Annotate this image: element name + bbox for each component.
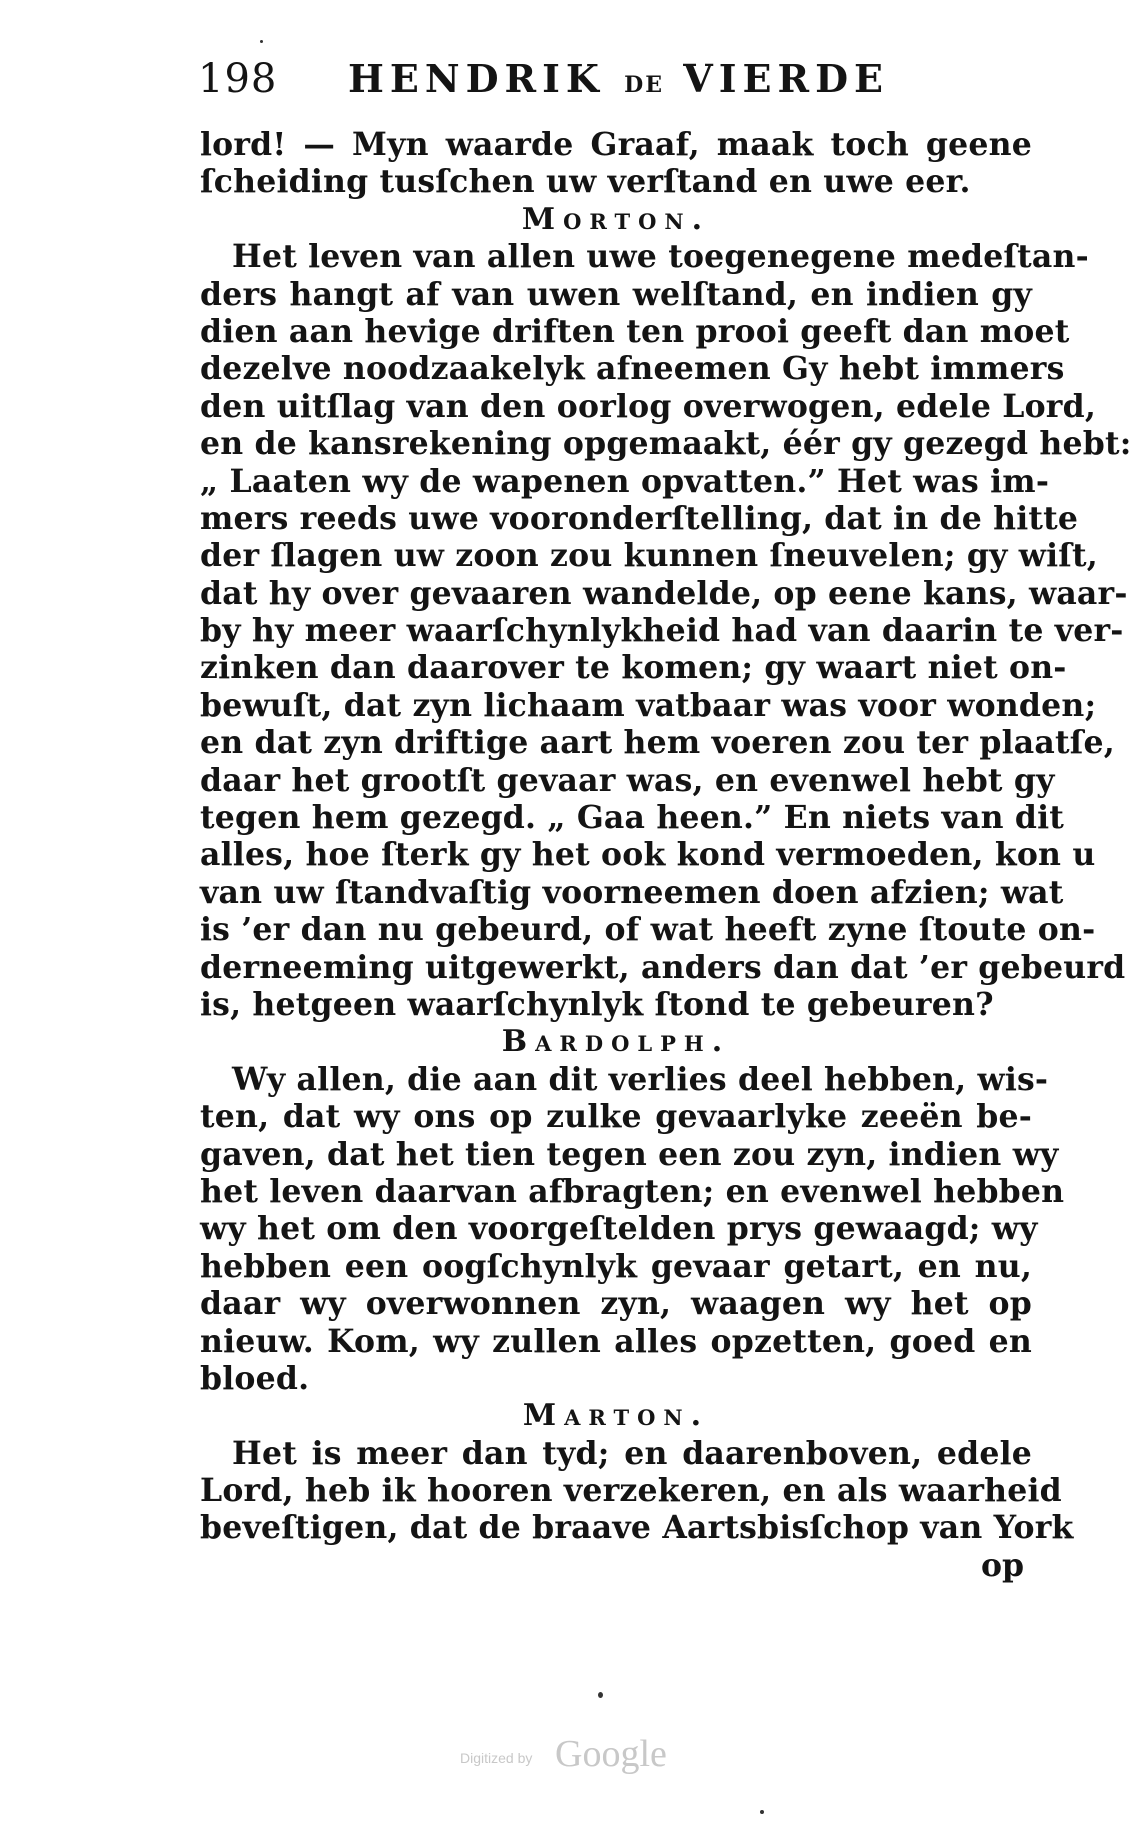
text-line: ten, dat wy ons op zulke gevaarlyke zeeën be- <box>200 1098 1032 1136</box>
text-line: wy het om den voorgeſtelden prys gewaagd; wy <box>200 1210 1038 1248</box>
scan-speck <box>260 40 263 43</box>
text-line: alles, hoe ſterk gy het ook kond vermoeden, kon u <box>200 836 1096 874</box>
text-line: daar het grootſt gevaar was, en evenwel hebt gy <box>200 761 1055 799</box>
text-line: het leven daarvan afbragten; en evenwel hebben <box>200 1172 1065 1210</box>
text-line: der ſlagen uw zoon zou kunnen ſneuvelen; gy wiſt, <box>200 537 1098 575</box>
text-line: Het is meer dan tyd; en daarenboven, edele <box>232 1434 1032 1472</box>
running-title <box>348 56 889 101</box>
text-line: dien aan hevige driften ten prooi geeft dan moet <box>200 312 1070 350</box>
speaker-name-marton: Marton. <box>522 1398 710 1434</box>
text-line: mers reeds uwe vooronderſtelling, dat in de hitte <box>200 499 1079 537</box>
text-line: Lord, heb ik hooren verzekeren, en als waarheid <box>200 1472 1062 1510</box>
watermark-prefix: Digitized by <box>460 1750 533 1766</box>
running-head <box>198 52 898 102</box>
text-line: is, hetgeen waarſchynlyk ſtond te gebeuren? <box>200 985 994 1023</box>
text-line: „ Laaten wy de wapenen opvatten.” Het was im- <box>200 462 1050 500</box>
text-line: ſcheiding tusſchen uw verſtand en uwe eer. <box>200 163 971 201</box>
text-line: is ’er dan nu gebeurd, of wat heeft zyne ſtoute on- <box>200 911 1096 949</box>
scan-speck <box>598 1692 603 1698</box>
running-title-word-1: HENDRIK <box>348 56 605 101</box>
text-line: nieuw. Kom, wy zullen alles opzetten, goed en <box>200 1322 1032 1360</box>
text-line: gaven, dat het tien tegen een zou zyn, indien wy <box>200 1135 1059 1173</box>
running-title-word-2: VIERDE <box>683 56 889 101</box>
text-line: derneeming uitgewerkt, anders dan dat ’er gebeurd <box>200 948 1126 986</box>
text-line: tegen hem gezegd. „ Gaa heen.” En niets van dit <box>200 799 1065 837</box>
text-line: ders hangt af van uwen welſtand, en indien gy <box>200 275 1032 313</box>
text-line: zinken dan daarover te komen; gy waart niet on- <box>200 649 1067 687</box>
text-line: Wy allen, die aan dit verlies deel hebben, wis- <box>232 1060 1049 1098</box>
scan-speck <box>760 1810 764 1814</box>
running-title-small-word: DE <box>624 72 665 98</box>
text-line: dat hy over gevaaren wandelde, op eene kans, waar- <box>200 574 1128 612</box>
text-line: Het leven van allen uwe toegenegene medeſtan- <box>232 238 1089 276</box>
digitization-watermark <box>460 1732 700 1775</box>
speaker-name-morton: Morton. <box>521 201 711 237</box>
text-line: bloed. <box>200 1359 310 1397</box>
text-line: lord! — Myn waarde Graaf, maak toch geene <box>200 126 1032 163</box>
text-line: beveſtigen, dat de braave Aartsbisſchop van York <box>200 1509 1074 1547</box>
text-line: en dat zyn driftige aart hem voeren zou ter plaatſe, <box>200 724 1115 762</box>
text-column <box>200 126 1132 1584</box>
watermark-brand-logo: Google <box>555 1733 667 1775</box>
text-line: van uw ſtandvaſtig voorneemen doen afzien; wat <box>200 873 1064 911</box>
text-line: bewuſt, dat zyn lichaam vatbaar was voor wonden; <box>200 686 1097 724</box>
speaker-name-bardolph: Bardolph. <box>501 1024 731 1060</box>
text-line: daar wy overwonnen zyn, waagen wy het op <box>200 1285 1032 1323</box>
text-line: den uitſlag van den oorlog overwogen, edele Lord, <box>200 387 1096 425</box>
text-line: dezelve noodzaakelyk afneemen Gy hebt immers <box>200 350 1065 388</box>
catchword: op <box>980 1546 1024 1584</box>
page-number: 198 <box>198 56 278 102</box>
text-line: by hy meer waarſchynlykheid had van daarin te ver- <box>200 612 1124 650</box>
text-line: hebben een oogſchynlyk gevaar getart, en nu, <box>200 1247 1032 1285</box>
text-line: en de kansrekening opgemaakt, éér gy gezegd hebt: <box>200 425 1132 463</box>
